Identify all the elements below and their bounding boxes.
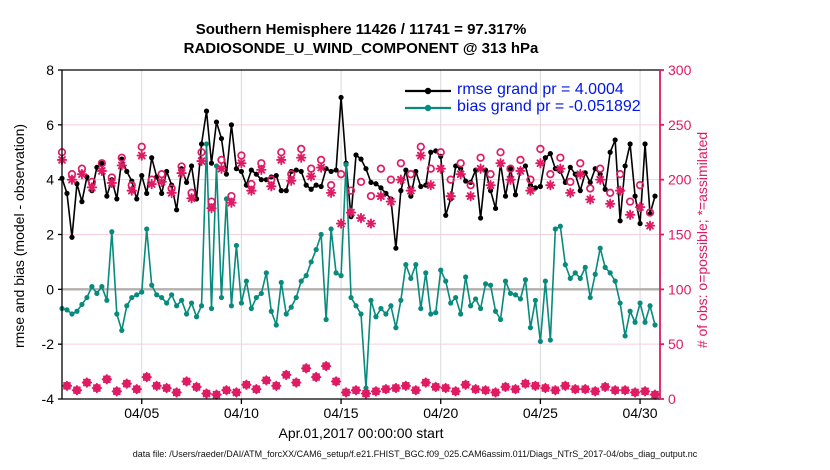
right-tick-label: 200 [668,171,692,188]
x-ticks [124,399,658,421]
right-tick-label: 150 [668,226,692,243]
legend-bias-label: bias grand pr = -0.051892 [457,97,641,115]
x-tick-label: 04/20 [423,405,459,421]
chart-subtitle: RADIOSONDE_U_WIND_COMPONENT @ 313 hPa [183,40,539,57]
left-tick-label: -4 [41,391,54,407]
rmse-series [59,95,657,251]
right-tick-label: 100 [668,281,692,298]
legend-row-rmse [404,81,641,98]
x-tick-label: 04/30 [622,405,658,421]
left-tick-label: 2 [46,226,54,243]
rmse-line-marker-icon [404,84,452,96]
right-tick-label: 0 [668,391,676,407]
legend [404,81,641,115]
left-tick-label: -2 [41,336,54,353]
x-tick-label: 04/10 [223,405,259,421]
right-tick-label: 300 [668,62,692,78]
left-ticks [42,62,62,407]
left-axis-label: rmse and bias (model - observation) [11,123,27,349]
right-ticks [660,62,692,407]
data-file-path: data file: /Users/raeder/DAI/ATM_forcXX/CAM6_setup/f.e21.FHIST_BGC.f09_025.CAM6assim.011/Diags_NTrS_2017-04/obs_diag_output.nc [132,449,698,459]
left-tick-label: 0 [46,281,54,298]
x-axis-label: Apr.01,2017 00:00:00 start [278,425,444,441]
left-tick-label: 6 [46,116,54,133]
right-tick-label: 250 [668,116,692,133]
left-tick-label: 8 [46,62,54,78]
bias-line-marker-icon [404,101,452,113]
right-axis-label: # of obs: o=possible; *=assimilated [694,131,710,349]
left-tick-label: 4 [46,171,54,188]
x-tick-label: 04/15 [323,405,359,421]
right-tick-label: 50 [668,336,684,353]
chart-title: Southern Hemisphere 11426 / 11741 = 97.317% [195,21,527,38]
legend-row-bias [404,98,641,115]
x-tick-label: 04/05 [124,405,160,421]
legend-rmse-label: rmse grand pr = 4.0004 [457,80,624,98]
x-tick-label: 04/25 [522,405,558,421]
